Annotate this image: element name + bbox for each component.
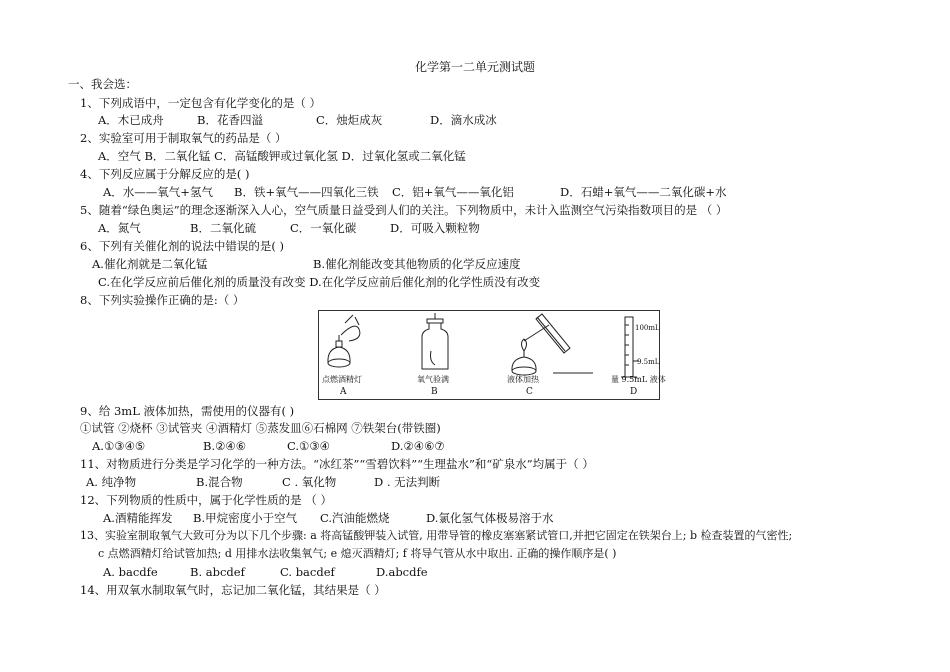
- q6-options-cd: C.在化学反应前后催化剂的质量没有改变 D.在化学反应前后催化剂的化学性质没有改变: [98, 275, 541, 289]
- gas-bottle-icon: [422, 313, 448, 369]
- question-4: 4、下列反应属于分解反应的是( ): [80, 167, 250, 181]
- q12-option-d: D.氯化氢气体极易溶于水: [426, 511, 554, 525]
- q11-option-c: C . 氧化物: [282, 475, 337, 489]
- question-2: 2、实验室可用于制取氧气的药品是（ ）: [80, 131, 287, 145]
- q4-option-b: B．铁+氧气——四氧化三铁: [234, 185, 379, 199]
- label-d: D: [630, 387, 638, 397]
- mark-100ml: 100mL: [635, 324, 660, 332]
- label-c: C: [526, 387, 533, 397]
- question-14: 14、用双氧水制取氧气时，忘记加二氧化锰，其结果是（ ）: [80, 583, 386, 597]
- q4-option-c: C．铝+氧气——氧化铝: [392, 185, 514, 199]
- q12-option-c: C.汽油能燃烧: [320, 511, 390, 525]
- liquid-heating-icon: [512, 314, 593, 375]
- label-a: A: [340, 387, 347, 397]
- question-11: 11、对物质进行分类是学习化学的一种方法。“冰红茶”“雪碧饮料”“生理盐水”和“矿泉水”均属于（ ）: [80, 457, 594, 471]
- q5-option-b: B．二氧化硫: [190, 221, 256, 235]
- q1-option-b: B．花香四溢: [197, 113, 263, 127]
- lab-operations-figure: [318, 310, 666, 400]
- question-1: 1、下列成语中，一定包含有化学变化的是（ ）: [80, 96, 321, 110]
- caption-d: 量 9.5mL 液体: [611, 375, 666, 384]
- q13-option-b: B. abcdef: [190, 565, 245, 579]
- q1-option-a: A．木已成舟: [98, 113, 164, 127]
- caption-a: 点燃酒精灯: [322, 375, 362, 384]
- section-heading: 一、我会选：: [68, 77, 137, 91]
- q12-option-a: A.酒精能挥发: [103, 511, 173, 525]
- q13-option-a: A. bacdfe: [103, 565, 158, 579]
- question-9: 9、给 3mL 液体加热，需使用的仪器有( ): [80, 404, 295, 418]
- question-8: 8、下列实验操作正确的是:（ ）: [80, 293, 245, 307]
- alcohol-lamp-icon: [328, 315, 360, 367]
- label-b: B: [431, 387, 438, 397]
- q11-option-b: B.混合物: [196, 475, 243, 489]
- caption-b: 氧气验满: [417, 375, 449, 384]
- q1-option-c: C．烛炬成灰: [316, 113, 383, 127]
- q13-option-d: D.abcdfe: [376, 565, 428, 579]
- q9-option-c: C.①③④: [287, 439, 330, 453]
- q13-option-c: C. bacdef: [280, 565, 335, 579]
- apparatus-drawings: [319, 311, 661, 401]
- q5-option-c: C．一氧化碳: [290, 221, 357, 235]
- question-6: 6、下列有关催化剂的说法中错误的是( ): [80, 239, 284, 253]
- q6-option-a: A.催化剂就是二氧化锰: [92, 257, 208, 271]
- q13-steps: c 点燃酒精灯给试管加热; d 用排水法收集氧气; e 熄灭酒精灯; f 将导气管从水中取出. 正确的操作顺序是( ): [98, 547, 617, 560]
- q4-option-a: A．水——氧气+氢气: [103, 185, 213, 199]
- q5-option-d: D．可吸入颗粒物: [390, 221, 480, 235]
- q6-option-b: B.催化剂能改变其他物质的化学反应速度: [313, 257, 521, 271]
- q11-option-a: A. 纯净物: [86, 475, 137, 489]
- q11-option-d: D . 无法判断: [374, 475, 441, 489]
- question-13: 13、实验室制取氧气大致可分为以下几个步骤: a 将高锰酸钾装入试管, 用带导管的橡皮塞塞紧试管口,并把它固定在铁架台上; b 检查装置的气密性;: [80, 529, 793, 542]
- q2-options: A．空气 B．二氧化锰 C．高锰酸钾或过氧化氢 D．过氧化氢或二氧化锰: [98, 149, 466, 163]
- mark-9-5ml: 9.5mL: [637, 358, 660, 366]
- question-5: 5、随着“绿色奥运”的理念逐渐深入人心，空气质量日益受到人们的关注。下列物质中，未计入监测空气污染指数项目的是 （ ）: [80, 203, 728, 217]
- q12-option-b: B.甲烷密度小于空气: [193, 511, 298, 525]
- q9-option-b: B.②④⑥: [203, 439, 247, 453]
- caption-c: 液体加热: [507, 375, 539, 384]
- q5-option-a: A．氮气: [98, 221, 141, 235]
- q9-items: ①试管 ②烧杯 ③试管夹 ④酒精灯 ⑤蒸发皿⑥石棉网 ⑦铁架台(带铁圈): [80, 421, 441, 435]
- q9-option-a: A.①③④⑤: [92, 439, 146, 453]
- q1-option-d: D．滴水成冰: [430, 113, 497, 127]
- question-12: 12、下列物质的性质中，属于化学性质的是 （ ）: [80, 493, 332, 507]
- q4-option-d: D．石蜡+氧气——二氧化碳+水: [560, 185, 727, 199]
- q9-option-d: D.②④⑥⑦: [391, 439, 445, 453]
- page-title: 化学第一二单元测试题: [414, 60, 535, 74]
